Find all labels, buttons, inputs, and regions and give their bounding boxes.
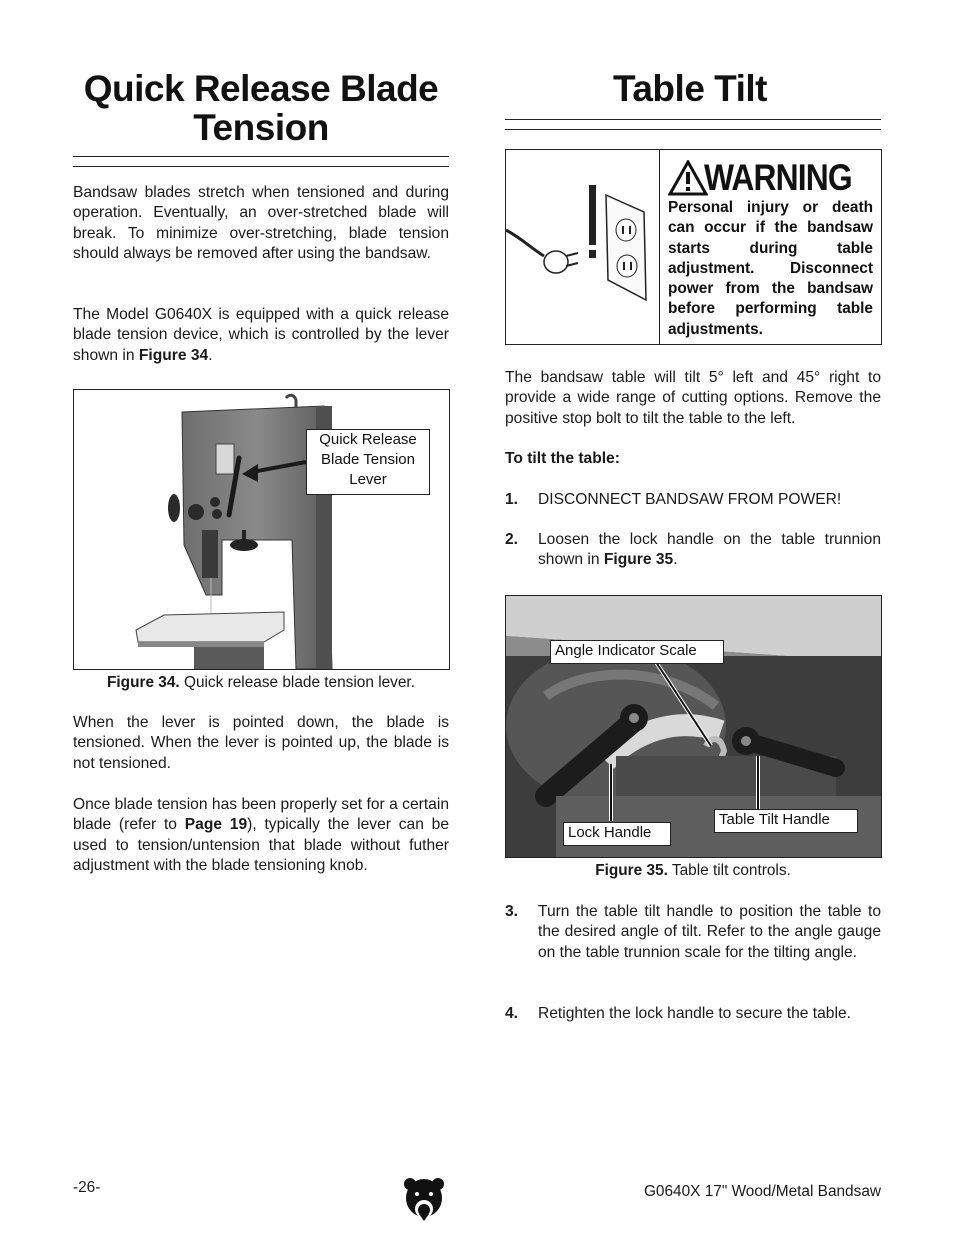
figure-34-label: Figure 34. bbox=[107, 674, 180, 691]
left-para-4-end: ), typically the lever can be used to tension/untension that blade without futher adjustment with the blade tensioning knob. bbox=[73, 816, 449, 874]
warning-divider bbox=[659, 150, 660, 344]
left-para-4-text: Once blade tension has been properly set for a certain blade (refer to bbox=[73, 796, 449, 834]
figure-34-ref: Figure 34 bbox=[138, 346, 209, 364]
figure-34-caption-text: Quick release blade tension lever. bbox=[179, 674, 415, 691]
callout-quick-release-lever bbox=[306, 429, 430, 495]
left-para-2-text: The Model G0640X is equipped with a quick release blade tension device, which is controlled by the lever shown in bbox=[73, 306, 449, 364]
right-subheading: To tilt the table: bbox=[505, 450, 620, 467]
left-heading-line1: Quick Release Blade bbox=[83, 68, 439, 109]
left-para-2 bbox=[73, 305, 449, 366]
figure-35-ref: Figure 35 bbox=[603, 551, 674, 569]
scale-mark-20: 20° bbox=[674, 739, 685, 746]
step-1-number: 1. bbox=[505, 491, 519, 508]
page-19-ref: Page 19 bbox=[184, 816, 248, 834]
warning-label: WARNING bbox=[704, 157, 852, 198]
figure-34-caption bbox=[73, 673, 449, 693]
footer-model: G0640X 17" Wood/Metal Bandsaw bbox=[643, 1183, 881, 1200]
plug-outlet-icon bbox=[506, 150, 659, 344]
scale-mark-30: 30° bbox=[646, 748, 657, 755]
callout-line3: Lever bbox=[349, 471, 387, 488]
figure-35-caption-text: Table tilt controls. bbox=[667, 862, 791, 879]
right-heading-text: Table Tilt bbox=[613, 68, 767, 109]
right-heading bbox=[505, 69, 881, 108]
figure-34-photo bbox=[73, 389, 450, 670]
left-heading-line2: Tension bbox=[193, 107, 329, 148]
left-para-4 bbox=[73, 795, 449, 876]
step-3-number: 3. bbox=[505, 903, 519, 920]
callout-lock-handle: Lock Handle bbox=[563, 822, 671, 846]
step-2-text-end: . bbox=[673, 551, 678, 569]
figure-35-caption bbox=[505, 861, 881, 881]
page-number: -26- bbox=[73, 1179, 101, 1196]
left-para-1: Bandsaw blades stretch when tensioned and during operation. Eventually, an over-stretched blade will break. To minimize over-stretching, blade tension should always be removed after using the bandsaw. bbox=[73, 184, 449, 262]
step-2-text-main: Loosen the lock handle on the table trunnion shown in bbox=[538, 531, 881, 569]
step-2-text bbox=[538, 530, 881, 571]
grizzly-bear-logo bbox=[403, 1176, 445, 1222]
left-heading bbox=[73, 69, 449, 147]
callout-line2: Blade Tension bbox=[321, 451, 415, 468]
step-4-text: Retighten the lock handle to secure the table. bbox=[538, 1005, 851, 1022]
left-para-3: When the lever is pointed down, the blade is tensioned. When the lever is pointed up, the blade is not tensioned. bbox=[73, 714, 449, 772]
warning-text: Personal injury or death can occur if the bandsaw starts during table adjustment. Disconnect power from the bandsaw before performing table adjustments. bbox=[668, 199, 873, 338]
callout-angle-indicator-scale: Angle Indicator Scale bbox=[550, 640, 724, 664]
warning-box bbox=[505, 149, 882, 345]
left-para-2-end: . bbox=[208, 346, 213, 364]
callout-table-tilt-handle: Table Tilt Handle bbox=[714, 809, 858, 833]
figure-35-photo bbox=[505, 595, 882, 858]
callout-line1: Quick Release bbox=[319, 431, 417, 448]
right-heading-rule-top bbox=[505, 119, 881, 120]
right-heading-rule-bottom bbox=[505, 129, 881, 130]
right-intro: The bandsaw table will tilt 5° left and 45° right to provide a wide range of cutting options. Remove the positive stop bolt to tilt the table to the left. bbox=[505, 369, 881, 427]
figure-35-label: Figure 35. bbox=[595, 862, 668, 879]
step-3-text: Turn the table tilt handle to position the table to the desired angle of tilt. Refer to the angle gauge on the table trunnion scale for the tilting angle. bbox=[538, 903, 881, 961]
warning-triangle-icon bbox=[668, 160, 708, 196]
step-1-text: DISCONNECT BANDSAW FROM POWER! bbox=[538, 491, 842, 508]
left-heading-rule-bottom bbox=[73, 166, 449, 167]
step-2-number: 2. bbox=[505, 531, 519, 548]
left-heading-rule-top bbox=[73, 156, 449, 157]
step-4-number: 4. bbox=[505, 1005, 519, 1022]
